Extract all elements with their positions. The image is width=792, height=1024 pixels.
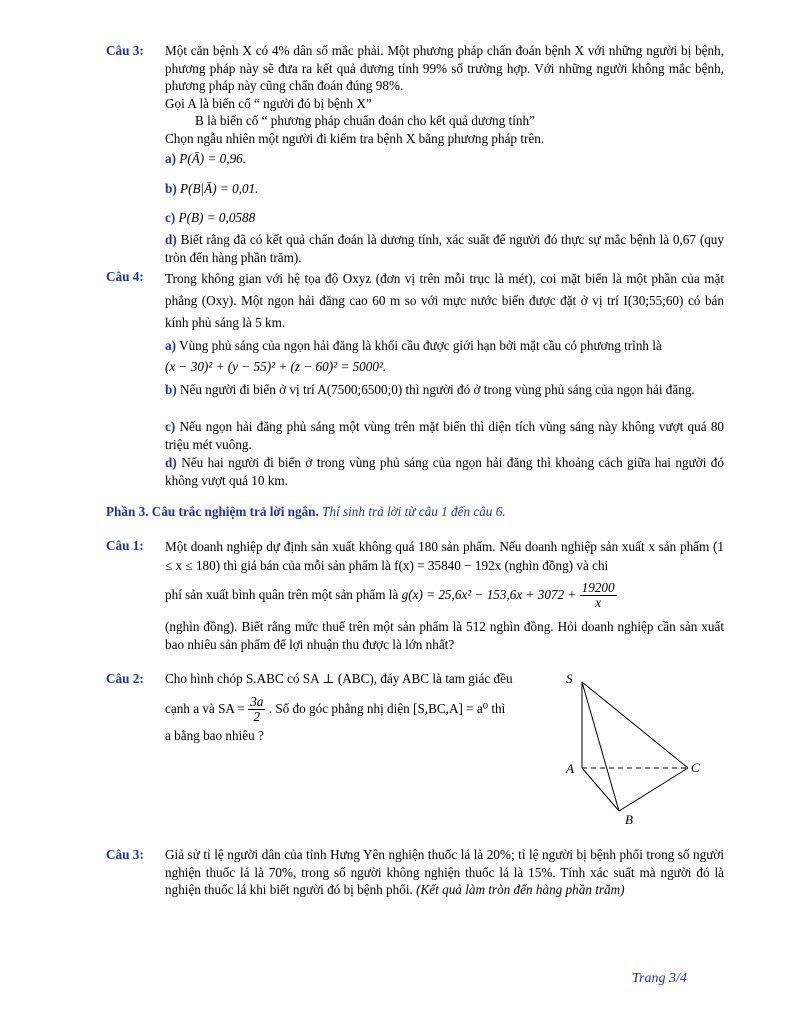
question-3-option-a [165,150,724,168]
fraction-numerator: 19200 [581,580,615,596]
question-3-body [165,42,724,147]
q4-option-c-label: c) [165,419,176,434]
question-4-option-c [165,418,724,453]
short-question-2-text-1: Cho hình chóp S.ABC có SA ⊥ (ABC), đáy ABC là tam giác đều [165,671,513,686]
fraction-denominator: 2 [253,709,261,725]
option-d-text: Biết rằng đã có kết quả chẩn đoán là dương tính, xác suất để người đó thực sự mắc bệnh là 0,67 (quy tròn đến hàng phần trăm). [165,232,724,265]
fraction-denominator: x [595,595,602,611]
question-3-selection: Chọn ngẫu nhiên một người đi kiểm tra bệnh X bằng phương pháp trên. [165,130,545,146]
short-question-2-text-2b: . Số đo góc phẳng nhị diện [S,BC,A] = a⁰ thì [268,701,506,716]
question-4-option-d [165,454,724,489]
q4-option-b-label: b) [165,382,177,397]
option-c-text: P(B) = 0,0588 [178,210,256,225]
question-4-intro: Trong không gian với hệ tọa độ Oxyz (đơn vị trên mỗi trục là mét), coi mặt biển là một phần của mặt phẳng (Oxy). Một ngọn hải đăng cao 60 m so với mực nước biển được đặt ở vị trí I(30;55;60) có bán kính phủ sáng là 5 km. [165,271,724,330]
q4-option-c-text: Nếu ngọn hải đăng phủ sáng một vùng trên mặt biển thì diện tích vùng sáng này không vượt quá 80 triệu mét vuông. [165,419,725,452]
short-question-2-text-2a: cạnh a và SA = [165,701,245,716]
vertex-c-label: C [691,760,700,775]
vertex-b-label: B [625,812,633,827]
option-a-label: a) [165,151,176,166]
question-4-option-b [165,381,724,399]
question-3-option-d [165,231,724,266]
short-question-2-label: Câu 2: [106,671,144,686]
option-b-text: P(B|Ā) = 0,01. [180,181,259,196]
question-3-event-a: Gọi A là biến cố “ người đó bị bệnh X” [165,95,372,111]
question-3-option-b [165,180,724,198]
q4-option-d-text: Nếu hai người đi biển ở trong vùng phủ sáng của ngọn hải đăng thì khoảng cách giữa hai người đó không vượt quá 10 km. [165,455,724,488]
vertex-a-label: A [566,761,574,776]
short-question-3-text: Giả sử tỉ lệ người dân của tỉnh Hưng Yên nghiện thuốc lá là 20%; tỉ lệ người bị bệnh phổi trong số người nghiện thuốc lá là 70%, trong số người không nghiện thuốc lá là 15%. Tính xác suất mà người đó là nghiện thuốc lá khi biết người đó bị bệnh phổi. [165,847,724,897]
short-question-3-label: Câu 3: [106,847,144,862]
question-4-option-a [165,337,724,375]
fraction-numerator: 3a [250,694,264,710]
pyramid-figure [555,665,715,830]
edge-bc [619,768,688,811]
page-number: Trang 3/4 [632,971,687,986]
q4-option-d-label: d) [165,455,177,470]
q4-option-a-equation: (x − 30)² + (y − 55)² + (z − 60)² = 5000². [165,358,387,374]
question-3-event-b: B là biến cố “ phương pháp chuẩn đoán cho kết quả dương tính” [195,113,535,128]
short-question-1-label: Câu 1: [106,538,144,553]
short-question-1-cost [165,580,724,610]
section-3-note: Thí sinh trả lời từ câu 1 đến câu 6. [322,504,506,519]
short-question-2-line-2 [165,694,550,724]
short-question-1-text-2: phí sản xuất bình quân trên một sản phẩm là [165,587,399,602]
short-question-2-text-3: a bằng bao nhiêu ? [165,728,264,743]
short-question-1-fraction [580,581,617,610]
question-3-stem: Một căn bệnh X có 4% dân số mắc phải. Một phương pháp chẩn đoán bệnh X với những người bị bệnh, phương pháp này sẽ đưa ra kết quả dương tính 99% số trường hợp. Với những người không mắc bệnh, phương pháp này cũng chẩn đoán đúng 98%. [165,43,724,93]
short-question-3-note: (Kết quả làm tròn đến hàng phần trăm) [416,882,625,897]
short-question-1-text-1: Một doanh nghiệp dự định sản xuất không quá 180 sản phẩm. Nếu doanh nghiệp sản xuất x sản phẩm (1 ≤ x ≤ 180) thì giá bán của mỗi sản phẩm là f(x) = 35840 − 192x (nghìn đồng) và chi [165,539,724,573]
edge-ab [582,768,619,811]
option-c-label: c) [165,210,176,225]
section-3-title: Phần 3. Câu trắc nghiệm trả lời ngắn. [106,504,319,519]
option-d-label: d) [165,232,177,247]
vertex-s-label: S [566,671,573,686]
short-question-3-body [165,846,724,899]
q4-option-a-text: Vùng phủ sáng của ngọn hải đăng là khối cầu được giới hạn bởi mặt cầu có phương trình là [179,338,662,353]
short-question-2-fraction [248,695,265,724]
section-3-heading [106,503,506,521]
option-a-text: P(Ā) = 0,96. [179,151,247,166]
question-4-label: Câu 4: [106,269,144,284]
edge-sb [582,682,619,811]
question-3-label: Câu 3: [106,43,144,58]
short-question-1-formula: g(x) = 25,6x² − 153,6x + 3072 + [401,587,577,602]
q4-option-b-text: Nếu người đi biển ở vị trí A(7500;6500;0) thì người đó ở trong vùng phủ sáng của ngọn hải đăng. [180,382,695,397]
q4-option-a-label: a) [165,338,176,353]
short-question-1-text-3: (nghìn đồng). Biết rằng mức thuế trên một sản phẩm là 512 nghìn đồng. Hỏi doanh nghiệp cần sản xuất bao nhiêu sản phẩm để lợi nhuận thu được là lớn nhất? [165,619,724,652]
option-b-label: b) [165,181,177,196]
question-3-option-c [165,209,724,227]
edge-sc [582,682,688,768]
